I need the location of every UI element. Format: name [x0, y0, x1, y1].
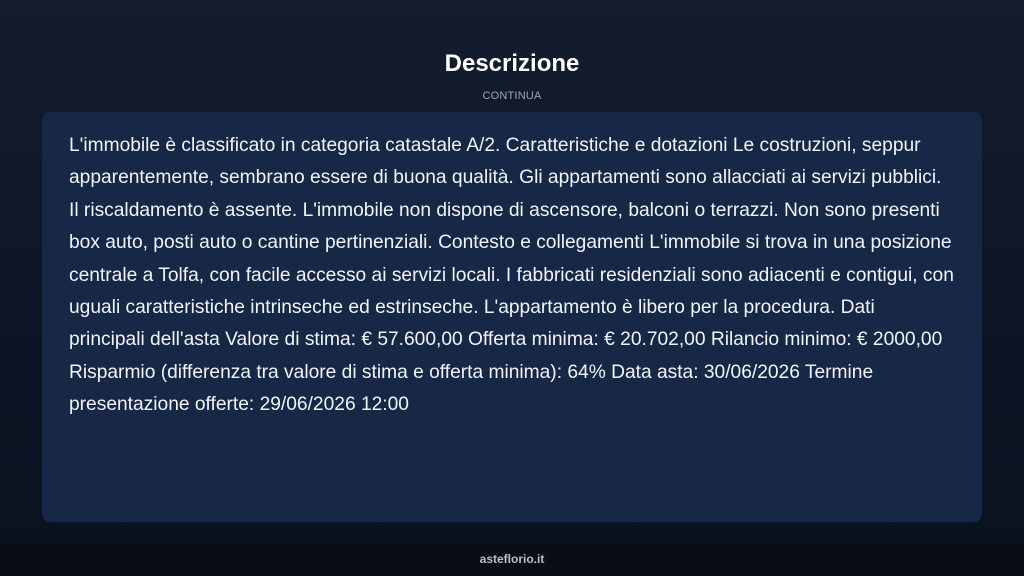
footer-bar: [0, 544, 1024, 576]
page-title: Descrizione: [444, 50, 580, 77]
footer-brand: asteflorio.it: [479, 552, 545, 566]
continue-label: CONTINUA: [482, 90, 542, 102]
description-card: [42, 112, 982, 522]
description-text: L'immobile è classificato in categoria catastale A/2. Caratteristiche e dotazioni Le costruzioni, seppur apparentemente, sembrano essere di buona qualità. Gli appartamenti sono allacciati ai servizi pubblici. Il riscaldamento è assente. L'immobile non dispone di ascensore, balconi o terrazzi. Non sono presenti box auto, posti auto o cantine pertinenziali. Contesto e collegamenti L'immobile si trova in una posizione centrale a Tolfa, con facile accesso ai servizi locali. I fabbricati residenziali sono adiacenti e contigui, con uguali caratteristiche intrinseche ed estrinseche. L'appartamento è libero per la procedura. Dati principali dell'asta Valore di stima: € 57.600,00 Offerta minima: € 20.702,00 Rilancio minimo: € 2000,00 Risparmio (differenza tra valore di stima e offerta minima): 64% Data asta: 30/06/2026 Termine presentazione offerte: 29/06/2026 12:00: [69, 135, 954, 416]
